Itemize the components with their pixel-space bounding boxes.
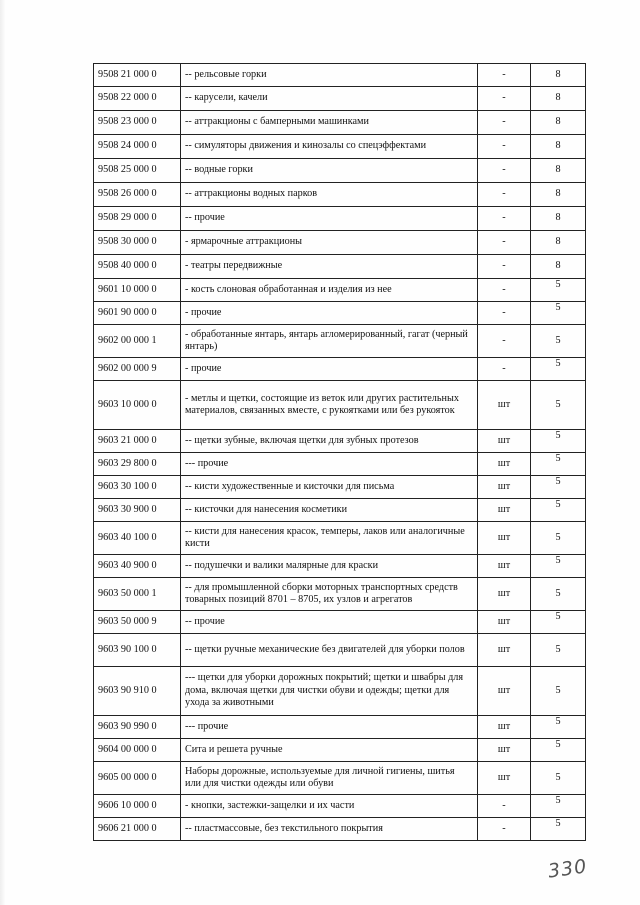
description-cell: - кнопки, застежки-защелки и их части — [181, 795, 478, 818]
tariff-table-body — [94, 64, 586, 841]
unit-cell: - — [478, 279, 531, 302]
duty-rate-cell: 5 — [531, 795, 586, 818]
description-cell: - прочие — [181, 358, 478, 381]
description-cell: -- аттракционы водных парков — [181, 183, 478, 207]
tariff-code-cell: 9603 90 910 0 — [94, 667, 181, 716]
description-cell: -- кисти художественные и кисточки для письма — [181, 476, 478, 499]
table-row — [94, 135, 586, 159]
duty-rate-cell: 5 — [531, 716, 586, 739]
description-cell: -- прочие — [181, 611, 478, 634]
duty-rate-cell: 8 — [531, 255, 586, 279]
table-row — [94, 716, 586, 739]
tariff-code-cell: 9603 50 000 1 — [94, 578, 181, 611]
description-cell: Сита и решета ручные — [181, 739, 478, 762]
description-cell: -- щетки ручные механические без двигателей для уборки полов — [181, 634, 478, 667]
tariff-code-cell: 9603 29 800 0 — [94, 453, 181, 476]
unit-cell: - — [478, 818, 531, 841]
duty-rate-cell: 5 — [531, 555, 586, 578]
unit-cell: шт — [478, 381, 531, 430]
description-cell: -- симуляторы движения и кинозалы со спецэффектами — [181, 135, 478, 159]
tariff-code-cell: 9603 90 990 0 — [94, 716, 181, 739]
duty-rate-cell: 5 — [531, 818, 586, 841]
tariff-code-cell: 9601 90 000 0 — [94, 302, 181, 325]
tariff-code-cell: 9508 26 000 0 — [94, 183, 181, 207]
tariff-code-cell: 9606 10 000 0 — [94, 795, 181, 818]
table-row — [94, 358, 586, 381]
table-row — [94, 795, 586, 818]
description-cell: -- кисточки для нанесения косметики — [181, 499, 478, 522]
tariff-code-cell: 9508 25 000 0 — [94, 159, 181, 183]
table-row — [94, 667, 586, 716]
unit-cell: - — [478, 135, 531, 159]
table-row — [94, 499, 586, 522]
unit-cell: шт — [478, 522, 531, 555]
tariff-code-cell: 9508 24 000 0 — [94, 135, 181, 159]
description-cell: -- пластмассовые, без текстильного покрытия — [181, 818, 478, 841]
unit-cell: шт — [478, 611, 531, 634]
tariff-code-cell: 9603 90 100 0 — [94, 634, 181, 667]
duty-rate-cell: 8 — [531, 135, 586, 159]
tariff-code-cell: 9602 00 000 9 — [94, 358, 181, 381]
unit-cell: шт — [478, 476, 531, 499]
duty-rate-cell: 5 — [531, 453, 586, 476]
duty-rate-cell: 8 — [531, 111, 586, 135]
tariff-code-cell: 9508 21 000 0 — [94, 64, 181, 87]
tariff-code-cell: 9603 50 000 9 — [94, 611, 181, 634]
duty-rate-cell: 5 — [531, 381, 586, 430]
unit-cell: шт — [478, 430, 531, 453]
description-cell: - метлы и щетки, состоящие из веток или других растительных материалов, связанных вместе, с рукоятками или без рукояток — [181, 381, 478, 430]
unit-cell: - — [478, 358, 531, 381]
duty-rate-cell: 5 — [531, 739, 586, 762]
table-row — [94, 522, 586, 555]
duty-rate-cell: 5 — [531, 611, 586, 634]
unit-cell: шт — [478, 453, 531, 476]
duty-rate-cell: 8 — [531, 231, 586, 255]
description-cell: - обработанные янтарь, янтарь агломерированный, гагат (черный янтарь) — [181, 325, 478, 358]
tariff-table — [93, 63, 586, 841]
duty-rate-cell: 5 — [531, 578, 586, 611]
description-cell: - ярмарочные аттракционы — [181, 231, 478, 255]
tariff-code-cell: 9606 21 000 0 — [94, 818, 181, 841]
unit-cell: шт — [478, 762, 531, 795]
description-cell: --- прочие — [181, 716, 478, 739]
unit-cell: шт — [478, 578, 531, 611]
duty-rate-cell: 8 — [531, 183, 586, 207]
table-row — [94, 87, 586, 111]
duty-rate-cell: 5 — [531, 325, 586, 358]
tariff-code-cell: 9508 23 000 0 — [94, 111, 181, 135]
table-row — [94, 325, 586, 358]
description-cell: -- водные горки — [181, 159, 478, 183]
unit-cell: шт — [478, 499, 531, 522]
description-cell: --- щетки для уборки дорожных покрытий; щетки и швабры для дома, включая щетки для чистки обуви и одежды; щетки для ухода за животными — [181, 667, 478, 716]
tariff-code-cell: 9605 00 000 0 — [94, 762, 181, 795]
table-row — [94, 578, 586, 611]
description-cell: -- прочие — [181, 207, 478, 231]
table-row — [94, 207, 586, 231]
tariff-code-cell: 9603 10 000 0 — [94, 381, 181, 430]
table-row — [94, 64, 586, 87]
description-cell: - театры передвижные — [181, 255, 478, 279]
description-cell: Наборы дорожные, используемые для личной гигиены, шитья или для чистки одежды или обуви — [181, 762, 478, 795]
table-row — [94, 183, 586, 207]
table-row — [94, 611, 586, 634]
table-row — [94, 818, 586, 841]
table-row — [94, 430, 586, 453]
tariff-code-cell: 9602 00 000 1 — [94, 325, 181, 358]
table-row — [94, 231, 586, 255]
unit-cell: - — [478, 325, 531, 358]
unit-cell: шт — [478, 739, 531, 762]
description-cell: - прочие — [181, 302, 478, 325]
tariff-code-cell: 9604 00 000 0 — [94, 739, 181, 762]
description-cell: -- для промышленной сборки моторных транспортных средств товарных позиций 8701 – 8705, их узлов и агрегатов — [181, 578, 478, 611]
tariff-code-cell: 9508 40 000 0 — [94, 255, 181, 279]
duty-rate-cell: 5 — [531, 667, 586, 716]
scan-edge — [0, 0, 6, 905]
tariff-code-cell: 9508 30 000 0 — [94, 231, 181, 255]
duty-rate-cell: 5 — [531, 358, 586, 381]
duty-rate-cell: 8 — [531, 64, 586, 87]
duty-rate-cell: 8 — [531, 159, 586, 183]
duty-rate-cell: 5 — [531, 302, 586, 325]
description-cell: -- подушечки и валики малярные для краски — [181, 555, 478, 578]
duty-rate-cell: 8 — [531, 207, 586, 231]
duty-rate-cell: 5 — [531, 476, 586, 499]
tariff-code-cell: 9603 30 900 0 — [94, 499, 181, 522]
unit-cell: - — [478, 111, 531, 135]
tariff-code-cell: 9508 22 000 0 — [94, 87, 181, 111]
tariff-code-cell: 9603 21 000 0 — [94, 430, 181, 453]
handwritten-page-number: 330 — [546, 855, 589, 883]
description-cell: - кость слоновая обработанная и изделия из нее — [181, 279, 478, 302]
description-cell: -- щетки зубные, включая щетки для зубных протезов — [181, 430, 478, 453]
table-row — [94, 159, 586, 183]
unit-cell: - — [478, 87, 531, 111]
tariff-code-cell: 9603 40 900 0 — [94, 555, 181, 578]
unit-cell: - — [478, 159, 531, 183]
table-row — [94, 555, 586, 578]
unit-cell: - — [478, 183, 531, 207]
tariff-code-cell: 9601 10 000 0 — [94, 279, 181, 302]
description-cell: -- кисти для нанесения красок, темперы, лаков или аналогичные кисти — [181, 522, 478, 555]
duty-rate-cell: 8 — [531, 87, 586, 111]
table-row — [94, 453, 586, 476]
description-cell: --- прочие — [181, 453, 478, 476]
duty-rate-cell: 5 — [531, 279, 586, 302]
table-row — [94, 111, 586, 135]
duty-rate-cell: 5 — [531, 762, 586, 795]
description-cell: -- рельсовые горки — [181, 64, 478, 87]
unit-cell: - — [478, 207, 531, 231]
table-row — [94, 739, 586, 762]
table-row — [94, 634, 586, 667]
unit-cell: шт — [478, 634, 531, 667]
tariff-code-cell: 9603 30 100 0 — [94, 476, 181, 499]
duty-rate-cell: 5 — [531, 634, 586, 667]
table-row — [94, 381, 586, 430]
tariff-code-cell: 9603 40 100 0 — [94, 522, 181, 555]
duty-rate-cell: 5 — [531, 522, 586, 555]
table-row — [94, 302, 586, 325]
tariff-code-cell: 9508 29 000 0 — [94, 207, 181, 231]
duty-rate-cell: 5 — [531, 499, 586, 522]
duty-rate-cell: 5 — [531, 430, 586, 453]
unit-cell: шт — [478, 555, 531, 578]
unit-cell: - — [478, 302, 531, 325]
description-cell: -- аттракционы с бамперными машинками — [181, 111, 478, 135]
unit-cell: шт — [478, 716, 531, 739]
unit-cell: - — [478, 64, 531, 87]
description-cell: -- карусели, качели — [181, 87, 478, 111]
unit-cell: - — [478, 231, 531, 255]
unit-cell: - — [478, 255, 531, 279]
unit-cell: - — [478, 795, 531, 818]
table-row — [94, 255, 586, 279]
table-row — [94, 476, 586, 499]
unit-cell: шт — [478, 667, 531, 716]
table-row — [94, 762, 586, 795]
table-row — [94, 279, 586, 302]
